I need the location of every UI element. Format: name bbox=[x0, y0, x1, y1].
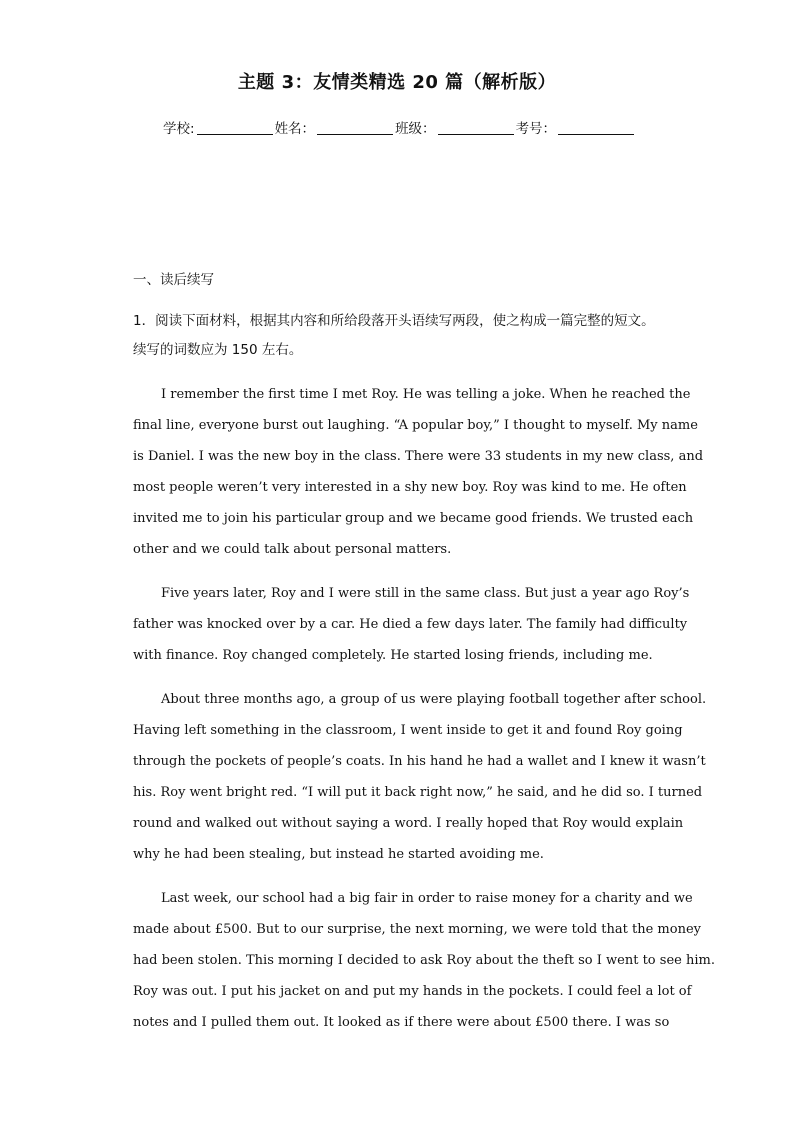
passage-line: round and walked out without saying a word. I really hoped that Roy would explain bbox=[133, 816, 684, 831]
name-blank[interactable] bbox=[317, 122, 393, 135]
passage-line: most people weren’t very interested in a shy new boy. Roy was kind to me. He often bbox=[133, 480, 687, 495]
passage-line: final line, everyone burst out laughing. “A popular boy,” I thought to myself. My name bbox=[133, 418, 698, 433]
school-blank[interactable] bbox=[197, 122, 273, 135]
passage-line: notes and I pulled them out. It looked as if there were about £500 there. I was so bbox=[133, 1015, 670, 1030]
question-instruction bbox=[133, 307, 693, 365]
passage-line: with finance. Roy changed completely. He started losing friends, including me. bbox=[133, 648, 653, 663]
name-label: 姓名： bbox=[274, 121, 316, 137]
school-label: 学校: bbox=[163, 121, 195, 137]
passage-line: Last week, our school had a big fair in order to raise money for a charity and we bbox=[161, 891, 693, 906]
id-blank[interactable] bbox=[558, 122, 634, 135]
instruction-line: 续写的词数应为 150 左右。 bbox=[133, 342, 303, 358]
passage-line: invited me to join his particular group and we became good friends. We trusted each bbox=[133, 511, 694, 526]
passage-line: father was knocked over by a car. He died a few days later. The family had difficulty bbox=[133, 617, 688, 632]
passage-paragraph-2 bbox=[133, 578, 690, 671]
passage-line: Having left something in the classroom, I went inside to get it and found Roy going bbox=[133, 723, 683, 738]
student-info-line bbox=[163, 117, 636, 137]
passage-paragraph-3 bbox=[133, 684, 707, 870]
passage-paragraph-1 bbox=[133, 379, 704, 565]
reading-passage bbox=[133, 379, 715, 1051]
passage-line: About three months ago, a group of us were playing football together after school. bbox=[161, 692, 707, 707]
passage-paragraph-4 bbox=[133, 883, 715, 1038]
passage-line: why he had been stealing, but instead he started avoiding me. bbox=[133, 847, 544, 862]
passage-line: made about £500. But to our surprise, the next morning, we were told that the money bbox=[133, 922, 701, 937]
id-label: 考号： bbox=[515, 121, 557, 137]
passage-line: other and we could talk about personal matters. bbox=[133, 542, 452, 557]
passage-line: had been stolen. This morning I decided to ask Roy about the theft so I went to see him. bbox=[133, 953, 715, 968]
class-label: 班级： bbox=[395, 121, 436, 137]
passage-line: is Daniel. I was the new boy in the class. There were 33 students in my new class, and bbox=[133, 449, 704, 464]
instruction-line: 1．阅读下面材料，根据其内容和所给段落开头语续写两段，使之构成一篇完整的短文。 bbox=[133, 313, 655, 329]
passage-line: Roy was out. I put his jacket on and put my hands in the pockets. I could feel a lot of bbox=[133, 984, 692, 999]
document-title: 主题 3：友情类精选 20 篇（解析版） bbox=[237, 72, 557, 93]
passage-line: Five years later, Roy and I were still in the same class. But just a year ago Roy’s bbox=[161, 586, 690, 601]
passage-line: his. Roy went bright red. “I will put it back right now,” he said, and he did so. I turned bbox=[133, 785, 703, 800]
section-heading: 一、读后续写 bbox=[133, 272, 214, 288]
class-blank[interactable] bbox=[438, 122, 514, 135]
passage-line: through the pockets of people’s coats. In his hand he had a wallet and I knew it wasn’t bbox=[133, 754, 706, 769]
passage-line: I remember the first time I met Roy. He was telling a joke. When he reached the bbox=[161, 387, 691, 402]
